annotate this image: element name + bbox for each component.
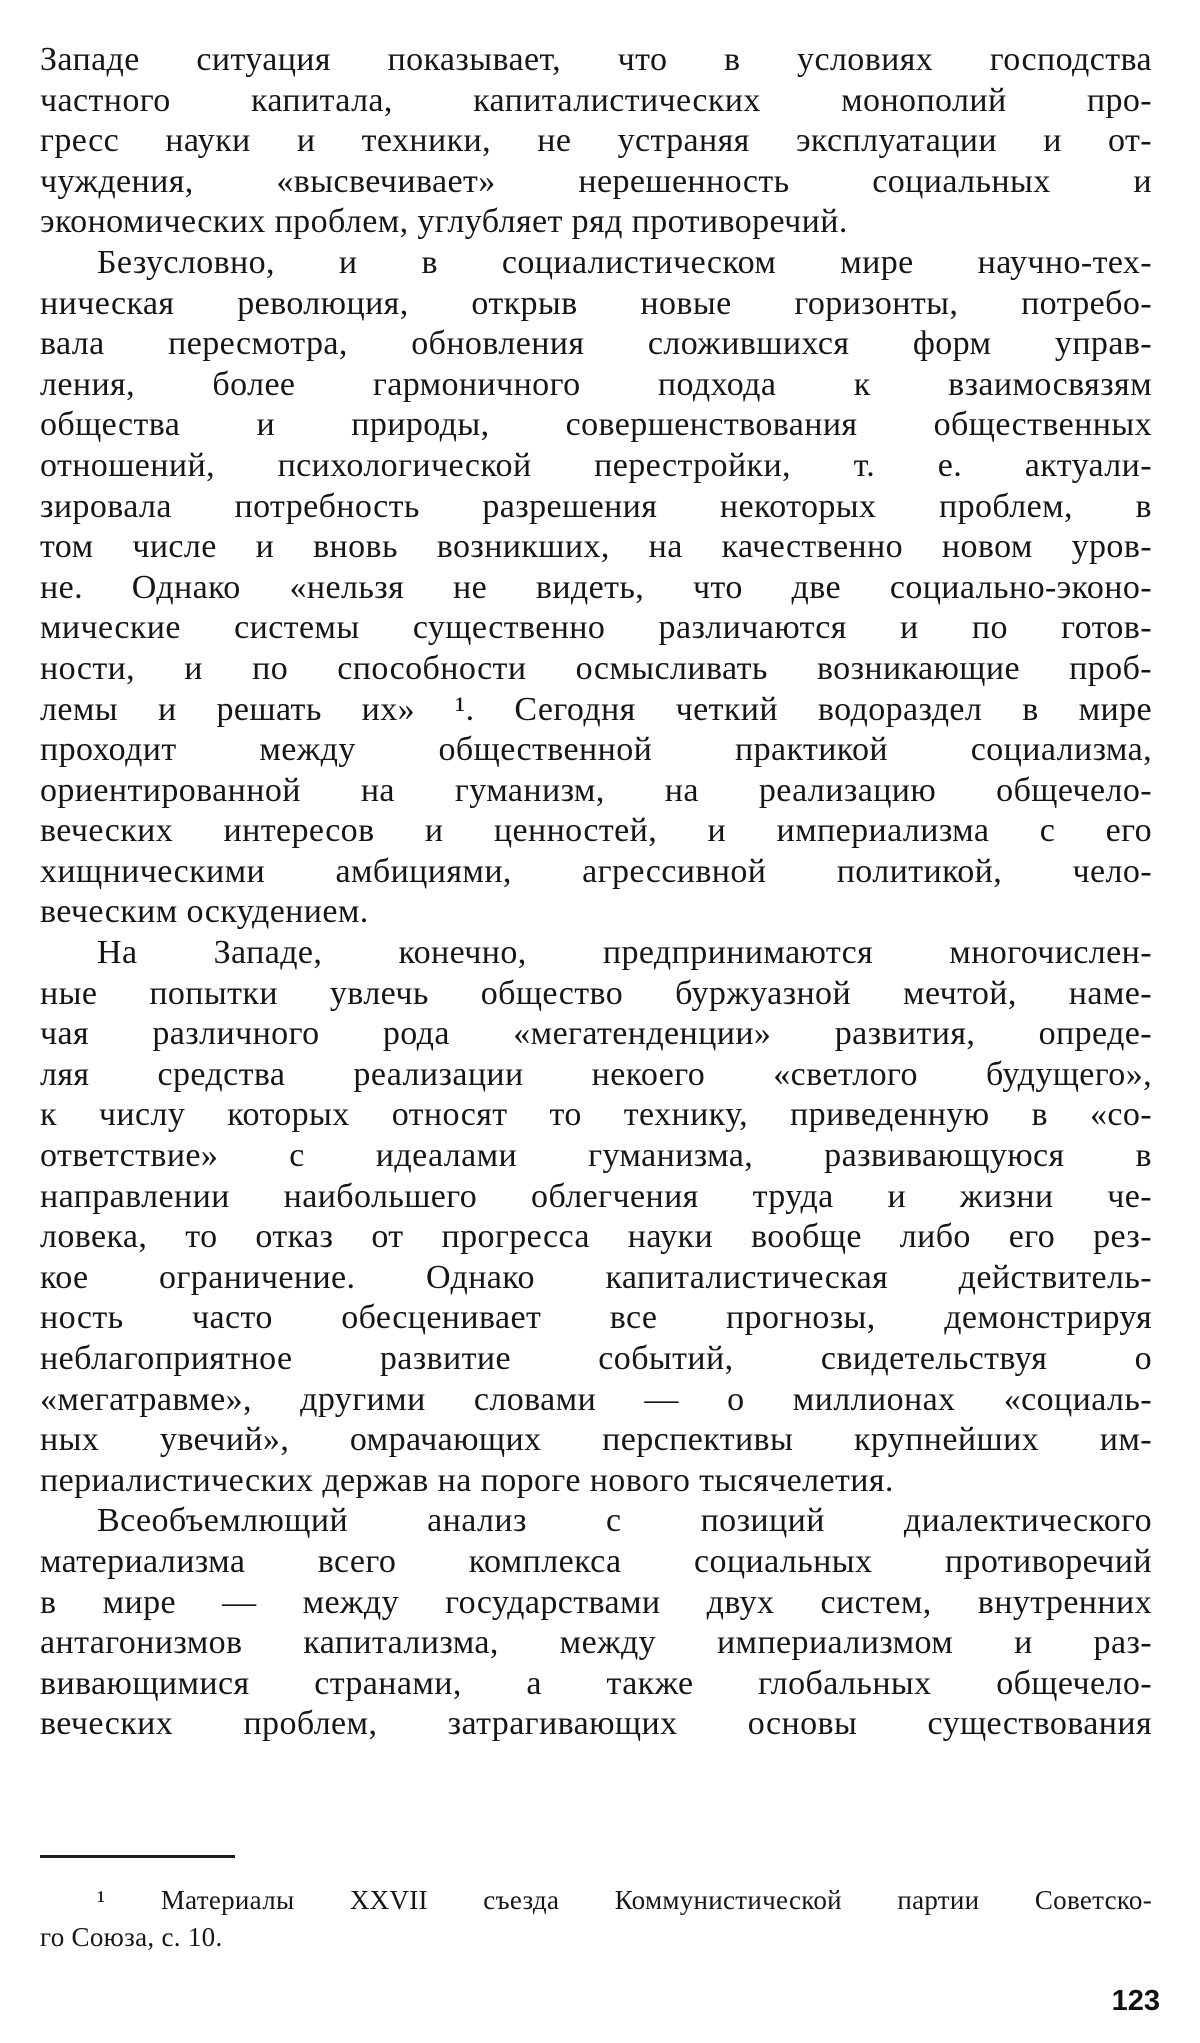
body-line-10: общества и природы, совершенствования общественных (40, 406, 1152, 444)
footnote-line-1: ¹ Материалы XXVII съезда Коммунистической партии Советско- (97, 1885, 1152, 1915)
body-line-36: периалистических держав на пороге нового тысячелетия. (40, 1461, 894, 1499)
page-body (40, 40, 1152, 1745)
body-line-38: материализма всего комплекса социальных противоречий (40, 1542, 1152, 1580)
body-line-32: ность часто обесценивает все прогнозы, демонстрируя (40, 1299, 1152, 1337)
body-line-33: неблагоприятное развитие событий, свидетельствуя о (40, 1340, 1152, 1377)
body-line-41: вивающимися странами, а также глобальных общечело- (40, 1664, 1152, 1702)
body-line-34: «мегатравме», другими словами — о миллионах «социаль- (40, 1380, 1152, 1418)
body-line-4: чуждения, «высвечивает» нерешенность социальных и (40, 162, 1152, 200)
body-line-16: ности, и по способности осмысливать возникающие проб- (40, 649, 1152, 687)
body-line-19: ориентированной на гуманизм, на реализацию общечело- (40, 771, 1152, 809)
body-line-11: отношений, психологической перестройки, т. е. актуали- (40, 446, 1152, 484)
page-number: 123 (1111, 1985, 1160, 2017)
body-line-24: ные попытки увлечь общество буржуазной мечтой, наме- (40, 974, 1152, 1012)
body-line-23: На Западе, конечно, предпринимаются многочислен- (97, 934, 1152, 972)
body-line-37: Всеобъемлющий анализ с позиций диалектического (97, 1502, 1152, 1540)
body-line-31: кое ограничение. Однако капиталистическая действитель- (40, 1258, 1152, 1296)
footnote-line-2: го Союза, с. 10. (40, 1922, 223, 1952)
footnote-divider (40, 1855, 235, 1858)
body-line-20: веческих интересов и ценностей, и империализма с его (40, 812, 1152, 850)
body-line-39: в мире — между государствами двух систем, внутренних (40, 1583, 1152, 1621)
body-line-13: том числе и вновь возникших, на качественно новом уров- (40, 528, 1152, 566)
body-line-14: не. Однако «нельзя не видеть, что две социально-эконо- (40, 568, 1152, 606)
body-line-8: вала пересмотра, обновления сложившихся форм управ- (40, 325, 1152, 363)
body-line-35: ных увечий», омрачающих перспективы крупнейших им- (40, 1421, 1152, 1459)
body-line-3: гресс науки и техники, не устраняя эксплуатации и от- (40, 122, 1152, 160)
body-line-15: мические системы существенно различаются и по готов- (40, 609, 1152, 647)
body-line-9: ления, более гармоничного подхода к взаимосвязям (40, 365, 1152, 403)
body-line-7: ническая революция, открыв новые горизонты, потребо- (40, 284, 1152, 322)
body-line-12: зировала потребность разрешения некоторых проблем, в (40, 487, 1152, 525)
body-line-21: хищническими амбициями, агрессивной политикой, чело- (40, 852, 1152, 890)
footnote (40, 1882, 1152, 1956)
body-line-17: лемы и решать их» ¹. Сегодня четкий водораздел в мире (40, 690, 1152, 728)
body-line-6: Безусловно, и в социалистическом мире научно-тех- (97, 243, 1152, 281)
body-line-5: экономических проблем, углубляет ряд противоречий. (40, 203, 848, 241)
body-line-42: веческих проблем, затрагивающих основы существования (40, 1705, 1152, 1743)
body-line-29: направлении наибольшего облегчения труда и жизни че- (40, 1177, 1152, 1215)
body-line-1: Западе ситуация показывает, что в условиях господства (40, 41, 1152, 78)
body-line-22: веческим оскудением. (40, 893, 369, 931)
body-line-26: ляя средства реализации некоего «светлого будущего», (40, 1055, 1152, 1093)
body-line-30: ловека, то отказ от прогресса науки вообще либо его рез- (40, 1218, 1152, 1256)
body-line-28: ответствие» с идеалами гуманизма, развивающуюся в (40, 1137, 1152, 1175)
body-line-40: антагонизмов капитализма, между империализмом и раз- (40, 1624, 1152, 1662)
body-line-18: проходит между общественной практикой социализма, (40, 731, 1152, 769)
body-line-2: частного капитала, капиталистических монополий про- (40, 81, 1152, 119)
body-line-25: чая различного рода «мегатенденции» развития, опреде- (40, 1015, 1152, 1053)
body-line-27: к числу которых относят то технику, приведенную в «со- (40, 1096, 1152, 1134)
